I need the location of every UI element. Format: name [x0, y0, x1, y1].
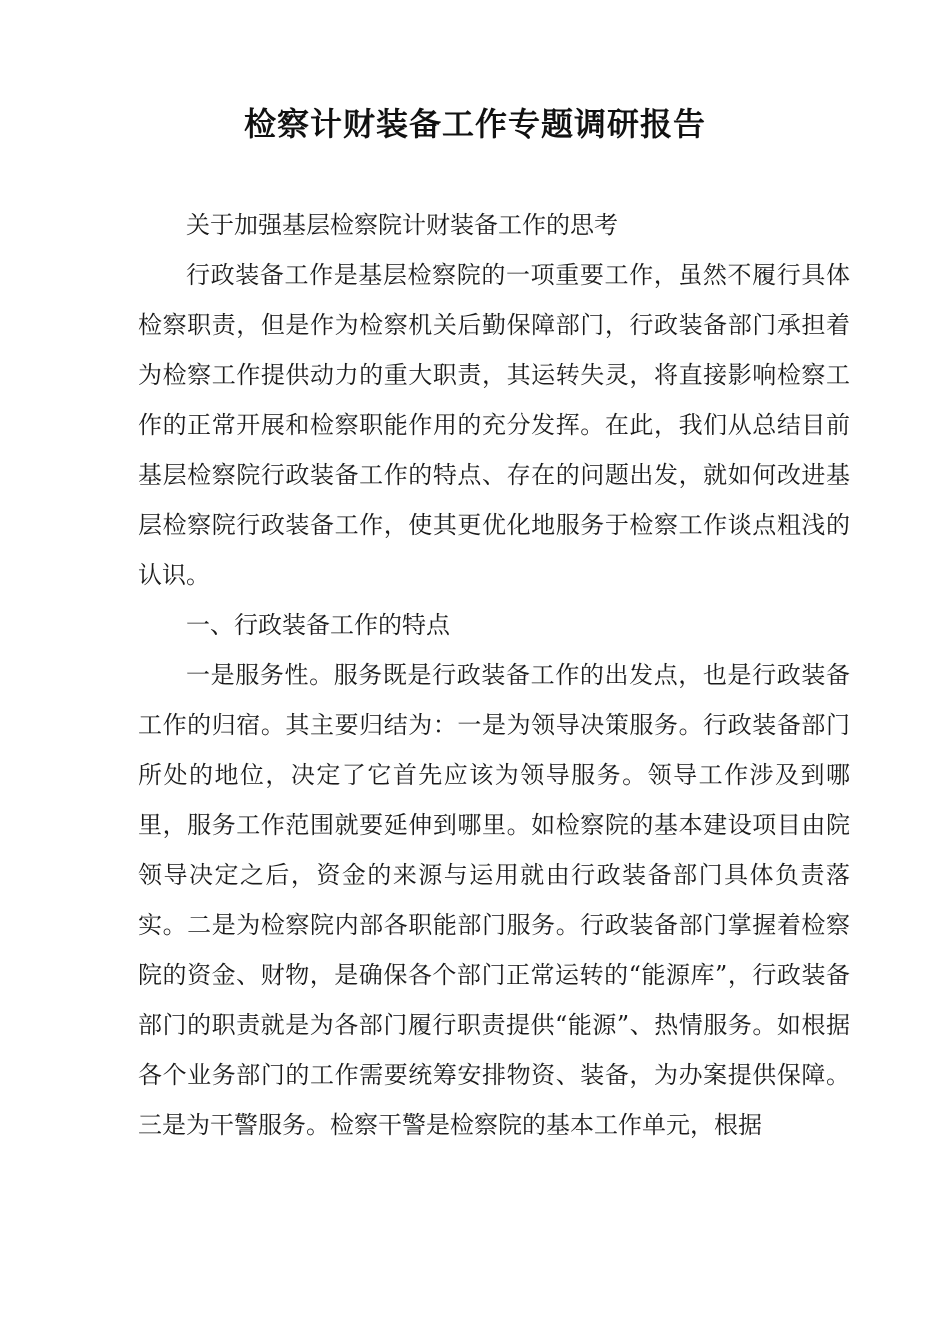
subtitle-paragraph: 关于加强基层检察院计财装备工作的思考: [186, 211, 618, 239]
document-body: [138, 200, 850, 1150]
intro-paragraph: 行政装备工作是基层检察院的一项重要工作，虽然不履行具体检察职责，但是作为检察机关后勤保障部门，行政装备部门承担着为检察工作提供动力的重大职责，其运转失灵，将直接影响检察工作的正常开展和检察职能作用的充分发挥。在此，我们从总结目前基层检察院行政装备工作的特点、存在的问题出发，就如何改进基层检察院行政装备工作，使其更优化地服务于检察工作谈点粗浅的认识。: [138, 261, 850, 589]
section-heading: 一、行政装备工作的特点: [186, 611, 450, 639]
body-paragraph: 一是服务性。服务既是行政装备工作的出发点，也是行政装备工作的归宿。其主要归结为：一是为领导决策服务。行政装备部门所处的地位，决定了它首先应该为领导服务。领导工作涉及到哪里，服务工作范围就要延伸到哪里。如检察院的基本建设项目由院领导决定之后，资金的来源与运用就由行政装备部门具体负责落实。二是为检察院内部各职能部门服务。行政装备部门掌握着检察院的资金、财物，是确保各个部门正常运转的“能源库”，行政装备部门的职责就是为各部门履行职责提供“能源”、热情服务。如根据各个业务部门的工作需要统筹安排物资、装备，为办案提供保障。三是为干警服务。检察干警是检察院的基本工作单元，根据: [138, 661, 850, 1139]
document-title: 检察计财装备工作专题调研报告: [243, 105, 706, 143]
